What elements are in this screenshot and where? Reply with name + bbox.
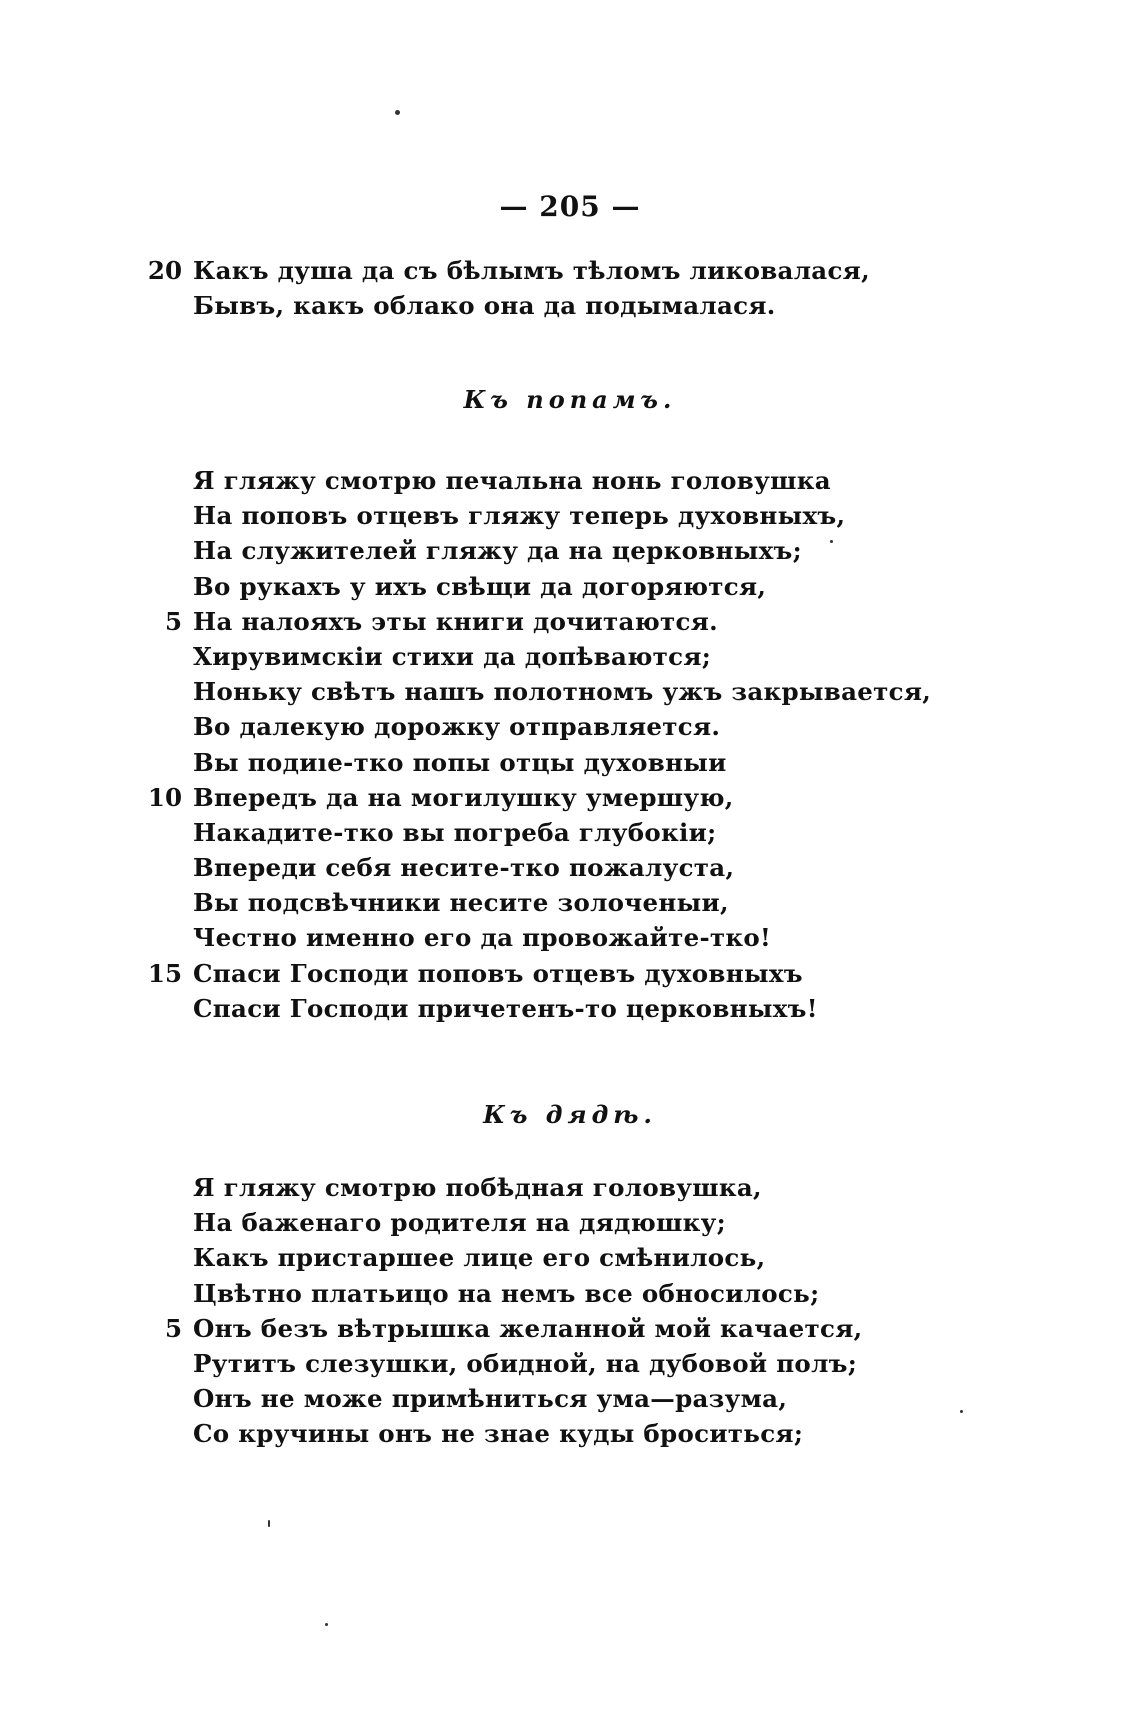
page-speck — [325, 1623, 328, 1626]
verse-line — [0, 1381, 1140, 1416]
verse-text: Честно именно его да провожайте-тко! — [193, 923, 772, 953]
verse-text: Какъ пристаршее лице его смѣнилось, — [193, 1243, 766, 1273]
verse-text: Спаси Господи поповъ отцевъ духовныхъ — [193, 958, 803, 988]
verse-line — [0, 498, 1140, 533]
section-heading-k-popam: Къ попамъ. — [463, 385, 677, 414]
verse-text: На служителей гляжу да на церковныхъ; — [193, 536, 802, 566]
verse-line — [0, 1205, 1140, 1240]
verse-line — [0, 1346, 1140, 1381]
verse-line — [0, 1240, 1140, 1275]
verse-text: Бывъ, какъ облако она да подымалася. — [193, 291, 776, 321]
verse-text: На поповъ отцевъ гляжу теперь духовныхъ, — [193, 501, 846, 531]
verse-line — [0, 1170, 1140, 1205]
verse-text: Цвѣтно платьицо на немъ все обносилось; — [193, 1278, 820, 1308]
verse-text: На баженаго родителя на дядюшку; — [193, 1208, 726, 1238]
page-speck — [268, 1520, 270, 1527]
verse-text: Спаси Господи причетенъ-то церковныхъ! — [193, 993, 818, 1023]
verse-text: Рутитъ слезушки, обидной, на дубовой полъ; — [193, 1348, 858, 1378]
verse-text: Накадите-тко вы погреба глубокiи; — [193, 817, 717, 847]
verse-text: Во рукахъ у ихъ свѣщи да догоряются, — [193, 571, 767, 601]
verse-line — [0, 569, 1140, 604]
verse-line — [0, 463, 1140, 498]
verse-line — [0, 1276, 1140, 1311]
verse-block-k-dyade — [0, 1170, 1140, 1452]
verse-line — [0, 991, 1140, 1026]
line-number: 5 — [164, 1313, 182, 1343]
verse-text: Впередъ да на могилушку умершую, — [193, 782, 734, 812]
verse-line — [0, 604, 1140, 639]
verse-text: Я гляжу смотрю печальна нонь головушка — [193, 466, 831, 495]
verse-line — [0, 850, 1140, 885]
page-speck — [395, 110, 400, 115]
verse-line — [0, 533, 1140, 568]
verse-line — [0, 253, 1140, 288]
verse-text: Во далекую дорожку отправляется. — [193, 712, 721, 742]
verse-text: Я гляжу смотрю побѣдная головушка, — [193, 1173, 762, 1202]
verse-line — [0, 639, 1140, 674]
verse-line — [0, 1311, 1140, 1346]
verse-line — [0, 709, 1140, 744]
verse-line — [0, 780, 1140, 815]
verse-text: На налояхъ эты книги дочитаются. — [193, 606, 718, 636]
verse-line — [0, 815, 1140, 850]
section-heading-k-dyade: Къ дядѣ. — [483, 1100, 657, 1129]
verse-line — [0, 674, 1140, 709]
line-number: 5 — [164, 606, 182, 636]
verse-text: Со кручины онъ не знае куды броситься; — [193, 1419, 804, 1449]
line-number: 15 — [147, 958, 182, 988]
verse-text: Вы подсвѣчники несите золоченыи, — [193, 888, 729, 918]
verse-line — [0, 745, 1140, 780]
verse-text: Хирувимскiи стихи да допѣваются; — [193, 641, 712, 671]
verse-text: Онъ не може примѣниться ума—разума, — [193, 1384, 788, 1414]
line-number: 10 — [147, 782, 182, 812]
verse-text: Вы подиıе-тко попы отцы духовныи — [193, 747, 727, 777]
verse-text: Ноньку свѣтъ нашъ полотномъ ужъ закрывается, — [193, 677, 932, 707]
page-number: — 205 — — [499, 190, 641, 223]
verse-text: Какъ душа да съ бѣлымъ тѣломъ ликовалася, — [193, 256, 870, 285]
line-number: 20 — [147, 256, 182, 285]
verse-line — [0, 920, 1140, 955]
verse-line — [0, 1416, 1140, 1451]
verse-block-continuation — [0, 253, 1140, 323]
verse-text: Онъ безъ вѣтрышка желанной мой качается, — [193, 1313, 863, 1343]
verse-line — [0, 885, 1140, 920]
verse-block-k-popam — [0, 463, 1140, 1026]
verse-line — [0, 956, 1140, 991]
verse-line — [0, 288, 1140, 323]
verse-text: Впереди себя несите-тко пожалуста, — [193, 853, 735, 883]
